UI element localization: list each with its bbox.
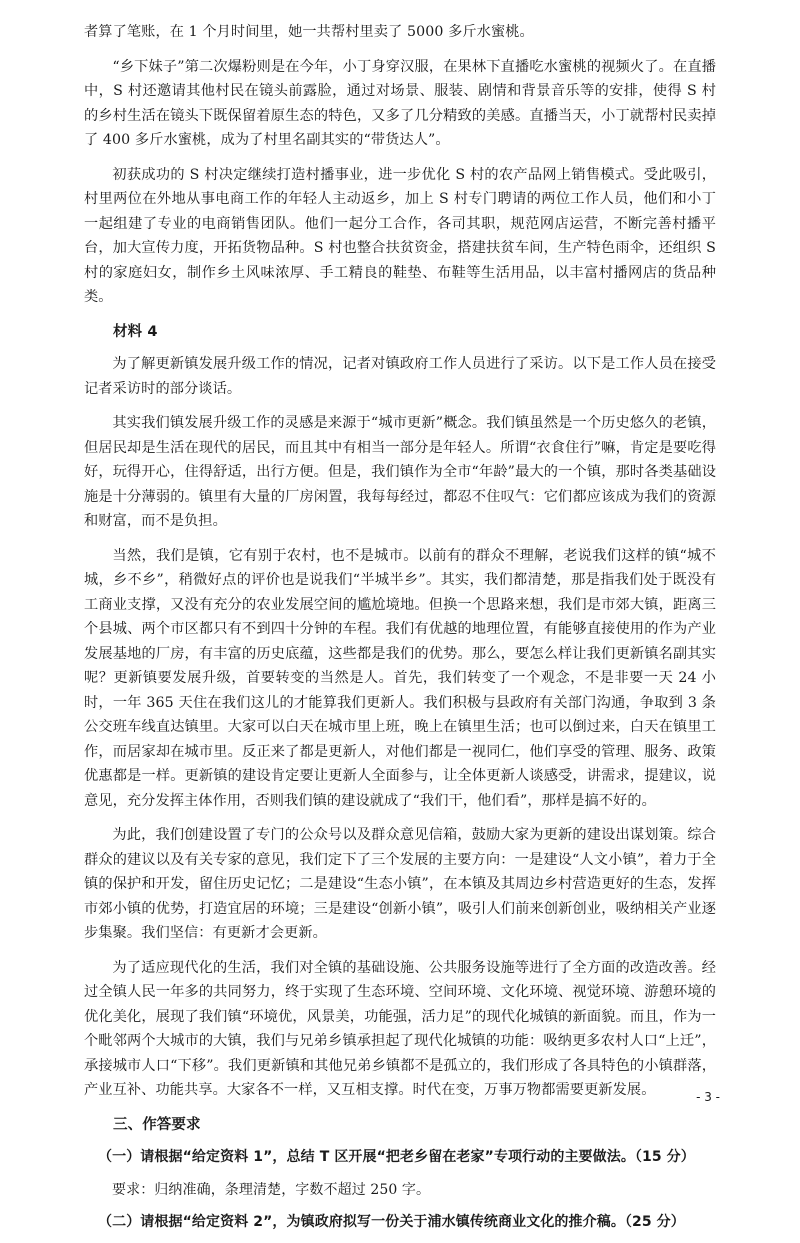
paragraph: 为此，我们创建设置了专门的公众号以及群众意见信箱，鼓励大家为更新的建设出谋划策。综合群众的建议以及有关专家的意见，我们定下了三个发展的主要方向：一是建设“人文小镇”，着力于全镇的保护和开发，留住历史记忆；二是建设“生态小镇”，在本镇及其周边乡村营造更好的生态，发挥市郊小镇的优势，打造宜居的环境；三是建设“创新小镇”，吸引人们前来创新创业，吸纳相关产业逐步集聚。我们坚信：有更新才会更新。 (84, 827, 716, 941)
paragraph: 为了解更新镇发展升级工作的情况，记者对镇政府工作人员进行了采访。以下是工作人员在接受记者采访时的部分谈话。 (84, 356, 716, 397)
paragraph: 其实我们镇发展升级工作的灵感是来源于“城市更新”概念。我们镇虽然是一个历史悠久的老镇，但居民却是生活在现代的居民，而且其中有相当一部分是年轻人。所谓“衣食住行”嘛，肯定是要吃得好，玩得开心，住得舒适，出行方便。但是，我们镇作为全市“年龄”最大的一个镇，那时各类基础设施是十分薄弱的。镇里有大量的厂房闲置，我每每经过，都忍不住叹气：它们都应该成为我们的资源和财富，而不是负担。 (84, 415, 716, 529)
question-1-requirement: 要求：归纳准确，条理清楚，字数不超过 250 字。 (112, 1181, 431, 1198)
page-number: - 3 - (696, 1090, 720, 1104)
paragraph-continuation: 者算了笔账，在 1 个月时间里，她一共帮村里卖了 5000 多斤水蜜桃。 (84, 24, 534, 40)
section-3-heading: 三、作答要求 (113, 1116, 201, 1133)
document-body (84, 20, 716, 1243)
paragraph: “乡下妹子”第二次爆粉则是在今年，小丁身穿汉服，在果林下直播吃水蜜桃的视频火了。在直播中，S 村还邀请其他村民在镜头前露脸，通过对场景、服装、剧情和背景音乐等的安排，使得 S 村的乡村生活在镜头下既保留着原生态的特色，又多了几分精致的美感。直播当天，小丁就帮村民卖掉了 400 多斤水蜜桃，成为了村里名副其实的“带货达人”。 (84, 58, 716, 148)
paragraph: 当然，我们是镇，它有别于农村，也不是城市。以前有的群众不理解，老说我们这样的镇“城不城，乡不乡”，稍微好点的评价也是说我们“半城半乡”。其实，我们都清楚，那是指我们处于既没有工商业支撑，又没有充分的农业发展空间的尴尬境地。但换一个思路来想，我们是市郊大镇，距离三个县城、两个市区都只有不到四十分钟的车程。我们有优越的地理位置，有能够直接使用的作为产业发展基地的厂房，有丰富的历史底蕴，这些都是我们的优势。那么，要怎么样让我们更新镇名副其实呢？更新镇要发展升级，首要转变的当然是人。首先，我们转变了一个观念，不是非要一天 24 小时，一年 365 天住在我们这儿的才能算我们更新人。我们积极与县政府有关部门沟通，争取到 3 条公交班车线直达镇里。大家可以白天在城市里上班，晚上在镇里生活；也可以倒过来，白天在镇里工作，而居家却在城市里。反正来了都是更新人，对他们都是一视同仁，他们享受的管理、服务、政策优惠都是一样。更新镇的建设肯定要让更新人全面参与，让全体更新人谈感受，讲需求，提建议，说意见，充分发挥主体作用，否则我们镇的建设就成了“我们干，他们看”，那样是搞不好的。 (84, 547, 716, 809)
paragraph: 初获成功的 S 村决定继续打造村播事业，进一步优化 S 村的农产品网上销售模式。受此吸引，村里两位在外地从事电商工作的年轻人主动返乡，加上 S 村专门聘请的两位工作人员，他们和小丁一起组建了专业的电商销售团队。他们一起分工合作，各司其职，规范网店运营，不断完善村播平台，加大宣传力度，开拓货物品种。S 村也整合扶贫资金，搭建扶贫车间，生产特色雨伞，还组织 S 村的家庭妇女，制作乡土风味浓厚、手工精良的鞋垫、布鞋等生活用品，以丰富村播网店的货品种类。 (84, 166, 716, 305)
paragraph: 为了适应现代化的生活，我们对全镇的基础设施、公共服务设施等进行了全方面的改造改善。经过全镇人民一年多的共同努力，终于实现了生态环境、空间环境、文化环境、视觉环境、游憩环境的优化美化，展现了我们镇“环境优，风景美，功能强，活力足”的现代化城镇的新面貌。而且，作为一个毗邻两个大城市的大镇，我们与兄弟乡镇承担起了现代化城镇的功能：吸纳更多农村人口“上迁”，承接城市人口“下移”。我们更新镇和其他兄弟乡镇都不是孤立的，我们形成了各具特色的小镇群落，产业互补、功能共享。大家各不一样，又互相支撑。时代在变，万事万物都需要更新发展。 (84, 959, 716, 1098)
material-4-heading: 材料 4 (113, 323, 158, 340)
question-1: （一）请根据“给定资料 1”，总结 T 区开展“把老乡留在老家”专项行动的主要做法。（15 分） (98, 1149, 695, 1165)
question-2: （二）请根据“给定资料 2”，为镇政府拟写一份关于浦水镇传统商业文化的推介稿。（25 分） (98, 1214, 685, 1230)
